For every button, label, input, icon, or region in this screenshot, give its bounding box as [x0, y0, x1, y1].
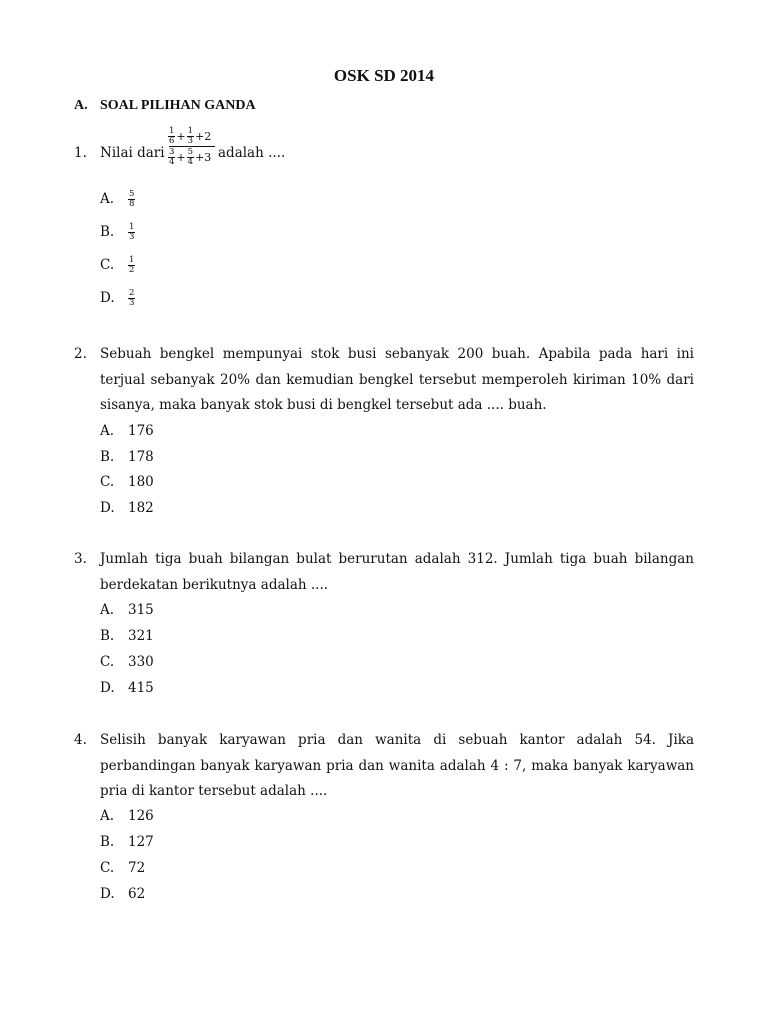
numerator-tail: +2: [195, 129, 212, 143]
question-2-text: Sebuah bengkel mempunyai stok busi sebanyak 200 buah. Apabila pada hari ini terjual sebanyak 20% dan kemudian bengkel tersebut memperoleh kiriman 10% dari sisanya, maka banyak stok busi di bengkel tersebut ada .... buah.: [100, 346, 694, 413]
option-letter: C.: [100, 860, 115, 876]
fraction-denominator: 3: [129, 232, 135, 242]
question-4-option-d[interactable]: [100, 886, 145, 902]
option-letter: B.: [100, 628, 115, 644]
fraction: [168, 127, 175, 146]
section-label: A.: [74, 98, 88, 113]
denominator-tail: +3: [195, 150, 212, 164]
option-value: 182: [128, 500, 154, 516]
option-letter: D.: [100, 290, 115, 306]
fraction: [187, 148, 194, 167]
option-value: 126: [128, 808, 154, 824]
fraction-numerator: 2: [129, 288, 135, 298]
option-letter: B.: [100, 449, 115, 465]
question-1-option-d[interactable]: [100, 289, 135, 308]
question-1-expression: [168, 126, 215, 167]
question-2-option-d[interactable]: [100, 500, 154, 516]
page-title: OSK SD 2014: [333, 66, 435, 85]
option-value: 321: [128, 628, 154, 644]
question-3-option-d[interactable]: [100, 680, 154, 696]
fraction-denominator: 8: [129, 199, 135, 209]
option-value: 176: [128, 423, 154, 439]
question-1-suffix: adalah ....: [218, 145, 286, 161]
fraction-numerator: 1: [169, 125, 175, 136]
option-letter: C.: [100, 474, 115, 490]
section-heading: [74, 98, 256, 114]
plus-sign: +: [176, 150, 186, 164]
option-value: 330: [128, 654, 154, 670]
question-3-option-b[interactable]: [100, 628, 154, 644]
option-letter: A.: [100, 191, 115, 207]
question-2-option-c[interactable]: [100, 474, 154, 490]
option-letter: C.: [100, 257, 115, 273]
fraction-denominator: 4: [187, 156, 194, 167]
option-letter: C.: [100, 654, 115, 670]
option-letter: D.: [100, 680, 115, 696]
fraction-numerator: 1: [187, 125, 194, 136]
fraction: [187, 127, 194, 146]
option-letter: A.: [100, 423, 115, 439]
question-4-text: Selisih banyak karyawan pria dan wanita di sebuah kantor adalah 54. Jika perbandingan banyak karyawan pria dan wanita adalah 4 : 7, maka banyak karyawan pria di kantor tersebut adalah ....: [100, 732, 694, 799]
question-3-text: Jumlah tiga buah bilangan bulat berurutan adalah 312. Jumlah tiga buah bilangan berdekatan berikutnya adalah ....: [100, 551, 694, 593]
option-letter: D.: [100, 500, 115, 516]
option-letter: B.: [100, 834, 115, 850]
fraction-denominator: 3: [129, 298, 135, 308]
fraction-numerator: 5: [187, 146, 194, 157]
option-fraction: [128, 256, 135, 275]
option-letter: A.: [100, 808, 115, 824]
fraction-denominator: 2: [129, 265, 135, 275]
fraction-numerator: 3: [169, 146, 175, 157]
option-value: 315: [128, 602, 154, 618]
question-4-option-b[interactable]: [100, 834, 154, 850]
question-4-number: 4.: [74, 732, 87, 748]
fraction-denominator: 3: [187, 135, 194, 146]
fraction-denominator: 4: [169, 156, 175, 167]
question-4-option-c[interactable]: [100, 860, 145, 876]
question-3-option-c[interactable]: [100, 654, 154, 670]
option-value: 72: [128, 860, 146, 876]
option-value: 62: [128, 886, 146, 902]
question-1-option-b[interactable]: [100, 223, 135, 242]
option-letter: B.: [100, 224, 115, 240]
plus-sign: +: [176, 129, 186, 143]
option-value: 178: [128, 449, 154, 465]
expression-denominator: [168, 147, 215, 167]
expression-numerator: [168, 126, 215, 146]
option-value: 180: [128, 474, 154, 490]
option-letter: D.: [100, 886, 115, 902]
option-value: 127: [128, 834, 154, 850]
fraction-numerator: 1: [129, 255, 135, 265]
option-letter: A.: [100, 602, 115, 618]
question-2-option-b[interactable]: [100, 449, 154, 465]
fraction-numerator: 5: [129, 189, 135, 199]
option-fraction: [128, 223, 135, 242]
question-1-prefix: Nilai dari: [100, 145, 165, 161]
question-4-option-a[interactable]: [100, 808, 154, 824]
question-2-option-a[interactable]: [100, 423, 154, 439]
question-1-option-c[interactable]: [100, 256, 135, 275]
question-3-number: 3.: [74, 551, 87, 567]
fraction: [168, 148, 175, 167]
question-1-number: 1.: [74, 145, 87, 161]
question-2-number: 2.: [74, 346, 87, 362]
fraction-numerator: 1: [129, 222, 135, 232]
section-text: SOAL PILIHAN GANDA: [100, 98, 256, 113]
option-fraction: [128, 190, 135, 209]
option-value: 415: [128, 680, 154, 696]
fraction-denominator: 6: [169, 135, 175, 146]
question-3-option-a[interactable]: [100, 602, 154, 618]
question-1-option-a[interactable]: [100, 190, 135, 209]
option-fraction: [128, 289, 135, 308]
